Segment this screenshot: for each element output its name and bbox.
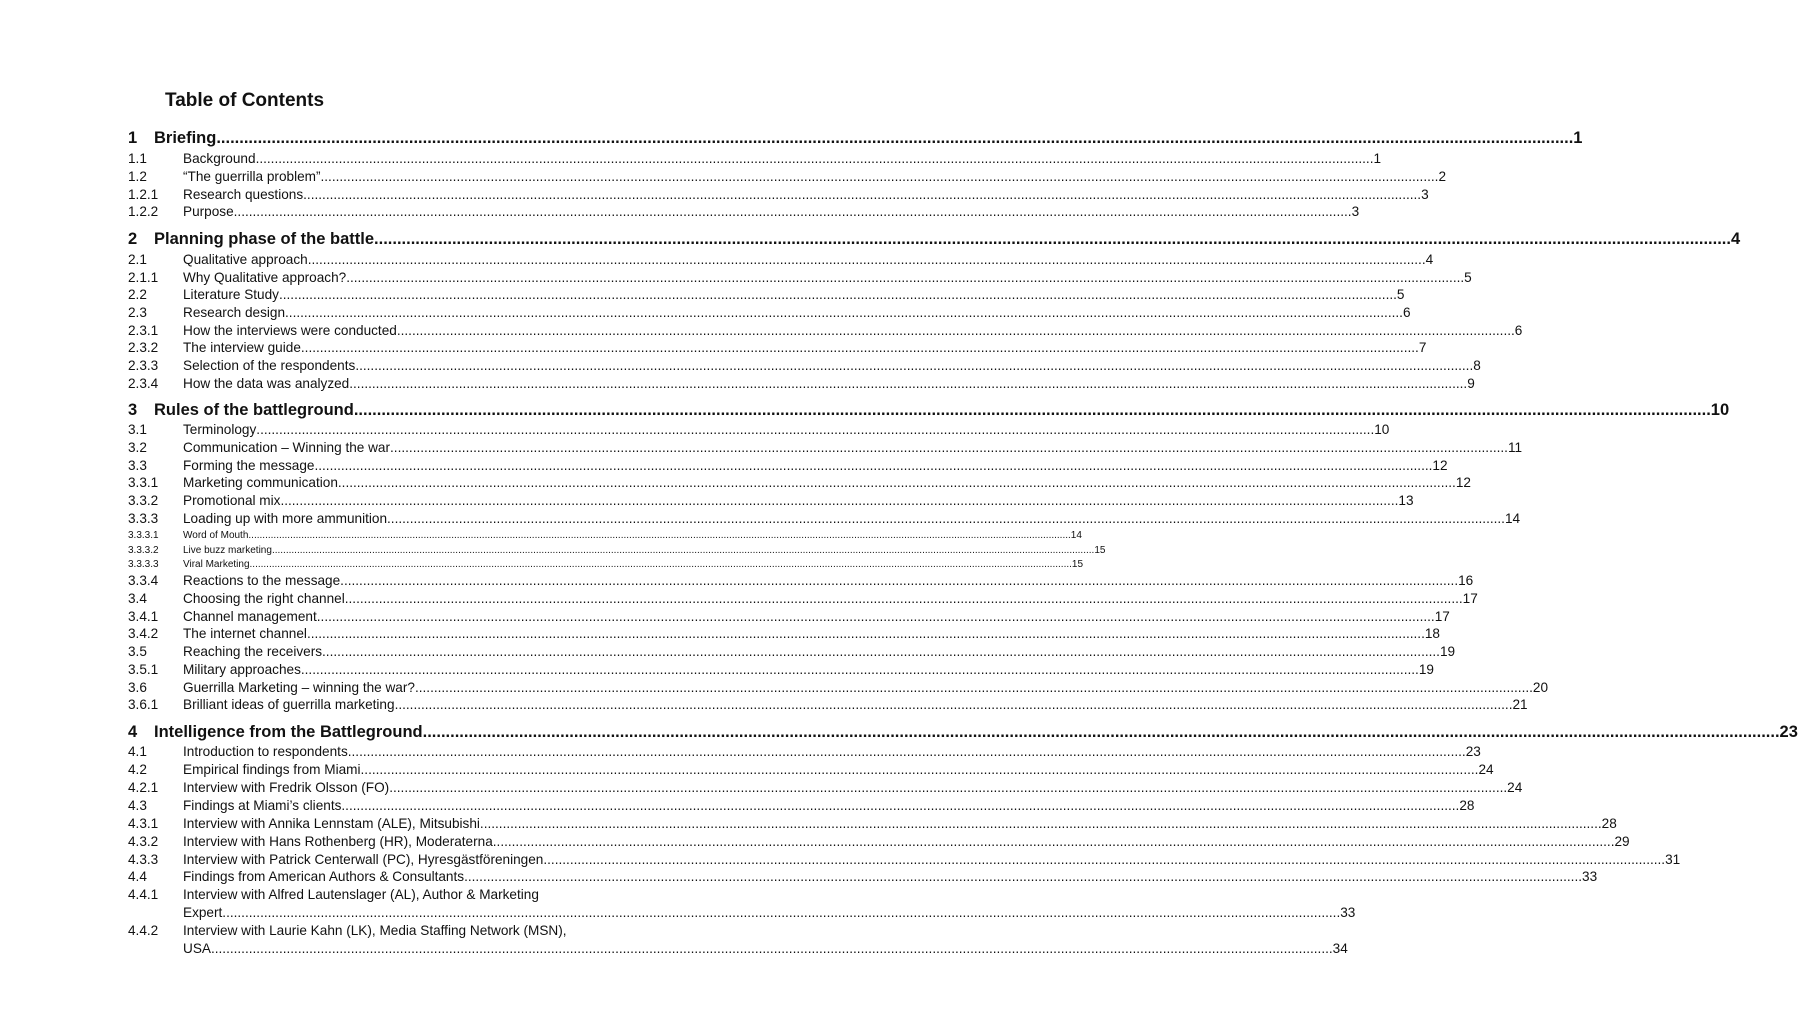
section-title: Planning phase of the battle [154,230,375,248]
dot-leader [256,151,1374,166]
page-number: 10 [1374,422,1390,437]
page-number: 9 [1467,376,1475,391]
toc-entry[interactable] [128,816,1617,831]
dot-leader [497,834,1615,849]
toc-entry[interactable] [128,129,1583,148]
section-title: Selection of the respondents [183,358,356,373]
page-number: 1 [1573,129,1583,147]
dot-leader [341,798,1459,813]
section-number: 3.4.1 [128,609,159,624]
dot-leader [222,905,1340,920]
section-number: 3.5.1 [128,662,159,677]
dot-leader [303,187,1421,202]
section-number: 4.4.1 [128,887,159,902]
page-number: 3 [1421,187,1429,202]
section-number: 3.3.2 [128,493,159,508]
toc-entry[interactable] [128,559,1084,570]
toc-entry[interactable] [128,376,1475,391]
page-number: 21 [1512,697,1528,712]
section-number: 3.6.1 [128,697,159,712]
section-number: 4.3.1 [128,816,159,831]
section-number: 3.3.3 [128,511,159,526]
section-number: 4.3.2 [128,834,159,849]
section-title: Loading up with more ammunition [183,511,388,526]
toc-entry[interactable] [128,573,1474,588]
page-number: 19 [1418,662,1434,677]
section-number: 4.3 [128,798,147,813]
toc-entry[interactable] [128,169,1446,184]
dot-leader [547,852,1665,867]
section-number: 4.4.2 [128,923,159,938]
dot-leader [354,401,1711,420]
section-number: 4.1 [128,744,147,759]
dot-leader [308,252,1426,267]
dot-leader [484,816,1602,831]
dot-leader [355,358,1473,373]
toc-entry[interactable] [128,230,1741,249]
toc-entry[interactable] [128,834,1630,849]
page-number: 5 [1396,287,1405,302]
section-number: 3.1 [128,422,147,437]
page-number: 14 [1070,530,1082,541]
toc-entry[interactable] [128,204,1360,219]
page-number: 14 [1504,511,1521,526]
section-number: 1.2.2 [128,204,159,219]
section-title: The internet channel [183,626,307,641]
section-number: 3.3.3.1 [128,530,159,541]
page-number: 6 [1402,305,1411,320]
toc-entry[interactable] [128,744,1481,759]
section-title: Interview with Fredrik Olsson (FO) [183,780,390,795]
section-number: 2.3.4 [128,376,159,391]
page-number: 28 [1459,798,1475,813]
section-title: Reactions to the message [183,573,341,588]
dot-leader [348,744,1466,759]
page-number: 12 [1432,458,1448,473]
section-number: 4.2 [128,762,147,777]
dot-leader [280,493,1398,508]
page-number: 3 [1351,204,1360,219]
section-title: Reaching the receivers [183,644,323,659]
page-number: 23 [1465,744,1481,759]
section-number: 3.6 [128,680,147,695]
page-number: 31 [1665,852,1681,867]
page-number: 15 [1094,545,1106,556]
section-number: 2.1.1 [128,270,159,285]
dot-leader [234,204,1352,219]
toc-entry[interactable] [128,287,1405,302]
section-title: Findings at Miami’s clients [183,798,342,813]
page-number: 24 [1507,780,1523,795]
toc-entry[interactable] [128,780,1523,795]
section-title: Interview with Alfred Lautenslager (AL), Author & Marketing [183,887,539,902]
page-number: 6 [1514,323,1523,338]
section-title: Communication – Winning the war [183,440,391,455]
dot-leader [345,591,1463,606]
page-number: 33 [1582,869,1598,884]
section-number: 2.1 [128,252,147,267]
section-title-continuation: USA. [183,941,215,956]
dot-leader [307,626,1425,641]
section-title: How the interviews were conducted [183,323,397,338]
toc-entry[interactable] [128,887,680,902]
toc-entry[interactable] [128,270,1472,285]
page-number: 12 [1455,475,1471,490]
dot-leader [248,530,1070,541]
section-number: 3.3.4 [128,573,159,588]
section-title: Viral Marketing [183,559,250,570]
toc-entry[interactable] [128,644,1456,659]
section-number: 1.1 [128,151,147,166]
dot-leader [464,869,1582,884]
dot-leader [314,458,1432,473]
section-number: 3.3.3.2 [128,545,159,556]
dot-leader [279,287,1397,302]
section-title: Guerrilla Marketing – winning the war? [183,680,415,695]
section-title: Interview with Patrick Centerwall (PC), Hyresgästföreningen. [183,852,548,867]
section-number: 1 [128,129,138,147]
section-number: 4.2.1 [128,780,159,795]
toc-entry[interactable] [128,545,1106,556]
page-number: 11 [1507,440,1523,455]
section-title: “The guerrilla problem” [183,169,321,184]
page-number: 5 [1464,270,1472,285]
page-number: 2 [1438,169,1446,184]
section-title: Forming the message [183,458,315,473]
section-title: Brilliant ideas of guerrilla marketing [183,697,395,712]
section-number: 3 [128,401,138,419]
section-title: Live buzz marketing [183,545,272,556]
toc-entry[interactable] [128,475,1471,490]
dot-leader [216,129,1573,148]
page-number: 24 [1478,762,1494,777]
section-title: Research questions [183,187,304,202]
dot-leader [374,230,1731,249]
dot-leader [285,305,1403,320]
toc-entry-continuation[interactable] [183,941,1348,956]
section-title: Promotional mix [183,493,281,508]
page-number: 34 [1332,941,1348,956]
section-title: Introduction to respondents [183,744,348,759]
toc-entry[interactable] [128,440,1523,455]
section-title: Qualitative approach [183,252,308,267]
dot-leader [390,440,1508,455]
dot-leader [349,376,1467,391]
dot-leader [317,609,1435,624]
page-number: 20 [1532,680,1549,695]
section-title: Channel management [183,609,317,624]
dot-leader [395,697,1513,712]
section-number: 4 [128,723,138,741]
toc-entry[interactable] [128,358,1481,373]
dot-leader [423,723,1780,742]
toc-entry[interactable] [128,609,1450,624]
toc-entry[interactable] [128,187,1429,202]
section-number: 2.3 [128,305,147,320]
dot-leader [256,422,1374,437]
section-title: Interview with Annika Lennstam (ALE), Mitsubishi. [183,816,484,831]
toc-entry[interactable] [128,252,1434,267]
page-number: 13 [1398,493,1414,508]
section-number: 3.3.3.3 [128,559,159,570]
dot-leader [215,941,1333,956]
section-title: Interview with Laurie Kahn (LK), Media Staffing Network (MSN), [183,923,567,938]
dot-leader [415,680,1533,695]
section-title: Word of Mouth [183,530,249,541]
dot-leader [389,780,1507,795]
toc-entry[interactable] [128,697,1528,712]
section-number: 3.3 [128,458,147,473]
page-number: 18 [1424,626,1440,641]
toc-entry[interactable] [128,493,1414,508]
section-title: Intelligence from the Battleground [154,723,423,741]
toc-entry[interactable] [128,923,680,938]
section-number: 3.2 [128,440,147,455]
toc-entry-continuation[interactable] [183,905,1356,920]
dot-leader [387,511,1505,526]
dot-leader [338,475,1456,490]
page-number: 19 [1439,644,1456,659]
section-title: Why Qualitative approach? [183,270,347,285]
toc-entry[interactable] [128,340,1427,355]
toc-entry[interactable] [128,680,1549,695]
dot-leader [250,559,1072,570]
toc-entry[interactable] [128,422,1390,437]
dot-leader [322,644,1440,659]
toc-entry[interactable] [128,151,1382,166]
dot-leader [301,340,1419,355]
page-number: 16 [1458,573,1474,588]
section-number: 2 [128,230,138,248]
section-number: 3.4.2 [128,626,159,641]
section-number: 4.4 [128,869,147,884]
dot-leader [340,573,1458,588]
section-number: 3.4 [128,591,147,606]
section-title: Military approaches [183,662,301,677]
page-number: 15 [1071,559,1084,570]
section-title-continuation: Expert [183,905,223,920]
toc-entry[interactable] [128,530,1082,541]
dot-leader [301,662,1419,677]
page-number: 17 [1434,609,1450,624]
page-number: 7 [1418,340,1427,355]
page-number: 29 [1614,834,1630,849]
section-number: 4.3.3 [128,852,159,867]
toc-entry[interactable] [128,662,1434,677]
toc-entry[interactable] [128,458,1448,473]
section-title: Literature Study [183,287,279,302]
section-title: Choosing the right channel [183,591,345,606]
toc-entry[interactable] [128,852,1681,867]
section-number: 1.2.1 [128,187,159,202]
page-number: 23 [1779,723,1798,741]
toc-entry[interactable] [128,626,1440,641]
page-number: 17 [1462,591,1478,606]
section-number: 2.3.1 [128,323,159,338]
toc-entry[interactable] [128,591,1478,606]
toc-entry[interactable] [128,323,1523,338]
section-number: 3.5 [128,644,147,659]
section-title: Briefing [154,129,217,147]
section-title: Purpose [183,204,234,219]
dot-leader [272,545,1094,556]
toc-entry[interactable] [128,723,1798,742]
section-title: The interview guide [183,340,301,355]
section-number: 2.2 [128,287,147,302]
section-title: Terminology [183,422,257,437]
page-number: 33 [1340,905,1356,920]
section-title: Findings from American Authors & Consultants [183,869,465,884]
section-title: Background [183,151,256,166]
page-number: 28 [1601,816,1617,831]
section-title: Marketing communication [183,475,338,490]
page-number: 10 [1710,401,1730,419]
toc-entry[interactable] [128,762,1494,777]
dot-leader [346,270,1464,285]
section-title: Interview with Hans Rothenberg (HR), Moderaterna. [183,834,497,849]
section-number: 1.2 [128,169,147,184]
toc-entry[interactable] [128,305,1411,320]
toc-entry[interactable] [128,869,1598,884]
section-title: Research design [183,305,286,320]
dot-leader [397,323,1515,338]
section-title: Rules of the battleground [154,401,354,419]
section-title: How the data was analyzed [183,376,350,391]
page-number: 8 [1473,358,1481,373]
toc-entry[interactable] [128,401,1730,420]
page-number: 4 [1730,230,1741,248]
dot-leader [361,762,1479,777]
section-number: 2.3.3 [128,358,159,373]
section-number: 3.3.1 [128,475,159,490]
page-number: 4 [1425,252,1434,267]
section-number: 2.3.2 [128,340,159,355]
dot-leader [321,169,1439,184]
section-title: Empirical findings from Miami [183,762,361,777]
toc-entry[interactable] [128,511,1521,526]
toc-entry[interactable] [128,798,1475,813]
page-title: Table of Contents [165,90,325,111]
page-number: 1 [1373,151,1382,166]
